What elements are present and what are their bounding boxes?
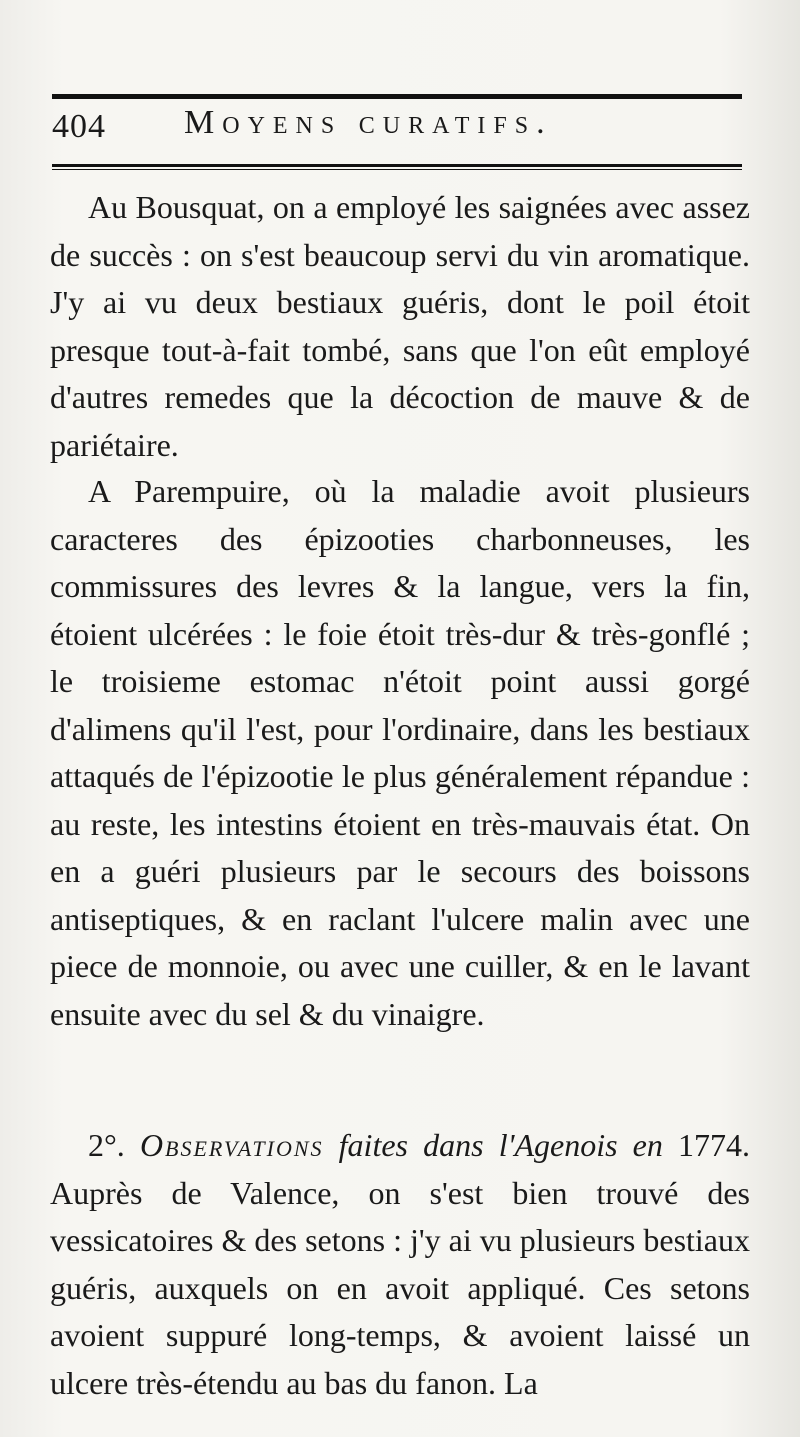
paragraph-bousquat	[50, 184, 750, 469]
paragraph-parempuire	[50, 468, 750, 1038]
section-number: 2°.	[88, 1127, 125, 1163]
section-heading: Observations	[139, 1127, 324, 1163]
header-rule-bottom	[52, 164, 742, 167]
paragraph-text: Au Bousquat, on a employé les saignées avec assez de succès : on s'est beaucoup servi du vin aromatique. J'y ai vu deux bestiaux guéris, dont le poil étoit presque tout-à-fait tombé, sans que l'on eût employé d'autres remedes que la décoction de mauve & de pariétaire.	[50, 189, 750, 463]
running-header	[52, 104, 742, 160]
paragraph-text: 1774. Auprès de Valence, on s'est bien trouvé des vessicatoires & des setons : j'y ai vu plusieurs bestiaux guéris, auxquels on en avoit appliqué. Ces setons avoient suppuré long-temps, & avoient laissé un ulcere très-étendu au bas du fanon. La	[50, 1127, 751, 1401]
section-heading-italic: faites dans l'Agenois en	[338, 1127, 663, 1163]
running-title: Moyens curatifs.	[184, 104, 553, 141]
paragraph-text: A Parempuire, où la maladie avoit plusieurs caracteres des épizooties charbonneuses, les commissures des levres & la langue, vers la fin, étoient ulcérées : le foie étoit très-dur & très-gonflé ; le troisieme estomac n'étoit point aussi gorgé d'alimens qu'il l'est, pour l'ordinaire, dans les bestiaux attaqués de l'épizootie le plus généralement répandue : au reste, les intestins étoient en très-mauvais état. On en a guéri plusieurs par le secours des boissons antiseptiques, & en raclant l'ulcere malin avec une piece de monnoie, ou avec une cuiller, & en le lavant ensuite avec du sel & du vinaigre.	[50, 473, 750, 1032]
section-paragraph	[50, 1122, 750, 1407]
header-rule-thin	[52, 169, 742, 170]
page-number: 404	[52, 108, 106, 145]
header-rule-top	[52, 94, 742, 99]
paragraph-agenois	[50, 1122, 750, 1407]
